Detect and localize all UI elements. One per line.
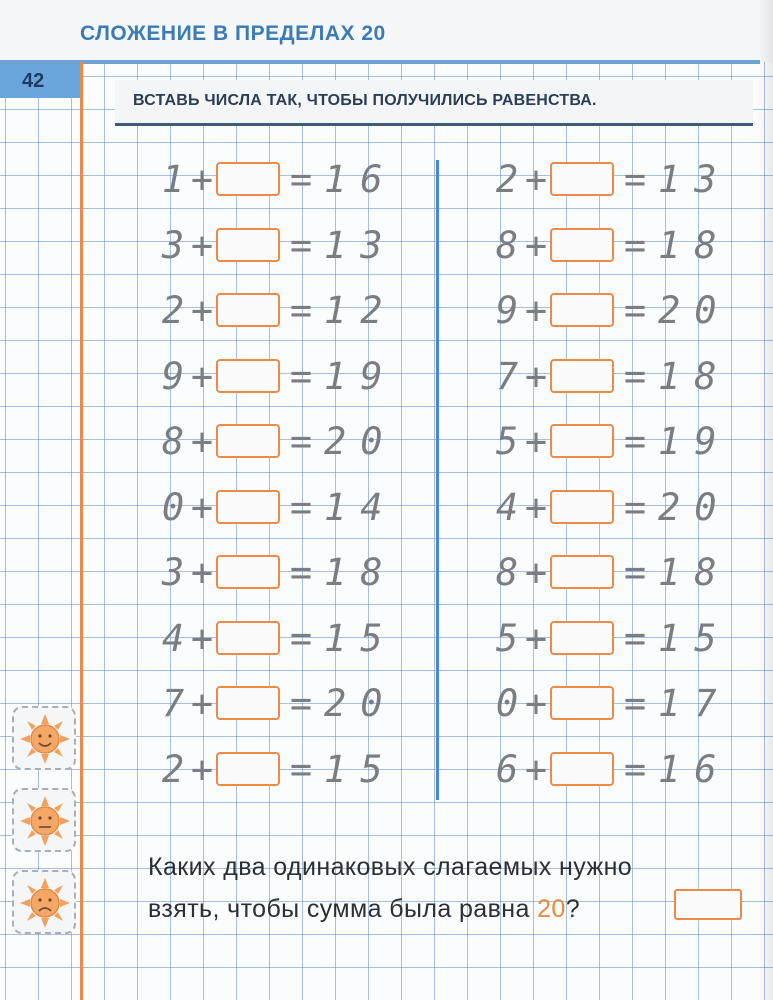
missing-number-box[interactable] <box>216 162 280 196</box>
first-addend: 2 <box>161 747 185 791</box>
instruction-banner <box>115 80 753 126</box>
plus-sign: + <box>524 682 548 725</box>
question-number: 20 <box>537 895 566 923</box>
plus-sign: + <box>524 551 548 594</box>
equals-sign: = <box>289 682 313 725</box>
equals-sign: = <box>623 420 647 463</box>
equation-row <box>158 682 398 726</box>
missing-number-box[interactable] <box>550 490 614 524</box>
equation-row <box>158 486 398 530</box>
missing-number-box[interactable] <box>216 424 280 458</box>
first-addend: 4 <box>161 616 185 660</box>
plus-sign: + <box>190 551 214 594</box>
equation-row <box>158 617 398 661</box>
sad-sun-icon <box>18 876 72 930</box>
missing-number-box[interactable] <box>216 228 280 262</box>
equals-sign: = <box>623 289 647 332</box>
plus-sign: + <box>190 682 214 725</box>
plus-sign: + <box>190 158 214 201</box>
equation-row <box>492 748 732 792</box>
equals-sign: = <box>623 551 647 594</box>
first-addend: 0 <box>161 485 185 529</box>
question-mark: ? <box>565 895 581 923</box>
self-assessment-sad[interactable] <box>12 870 76 934</box>
sum-result: 20 <box>324 682 397 725</box>
header-rule <box>0 60 760 64</box>
equation-row <box>158 551 398 595</box>
sum-result: 16 <box>658 747 731 791</box>
first-addend: 9 <box>161 354 185 398</box>
equation-row <box>158 158 398 202</box>
missing-number-box[interactable] <box>550 621 614 655</box>
equals-sign: = <box>289 551 313 594</box>
equation-row <box>158 355 398 399</box>
sum-result: 14 <box>324 485 397 529</box>
missing-number-box[interactable] <box>550 555 614 589</box>
plus-sign: + <box>190 485 214 529</box>
missing-number-box[interactable] <box>216 293 280 327</box>
equation-row <box>492 617 732 661</box>
first-addend: 3 <box>161 551 185 594</box>
missing-number-box[interactable] <box>216 752 280 786</box>
self-assessment-smiling[interactable] <box>12 706 76 770</box>
plus-sign: + <box>190 289 214 332</box>
sum-result: 13 <box>658 158 731 201</box>
equals-sign: = <box>623 616 647 660</box>
smiling-sun-icon <box>18 712 72 766</box>
equation-row <box>158 420 398 464</box>
first-addend: 7 <box>161 682 185 725</box>
equation-row <box>492 224 732 268</box>
first-addend: 6 <box>495 747 519 791</box>
sum-result: 17 <box>658 682 731 725</box>
sum-result: 19 <box>324 354 397 398</box>
plus-sign: + <box>524 158 548 201</box>
sum-result: 15 <box>658 616 731 660</box>
plus-sign: + <box>190 420 214 463</box>
equals-sign: = <box>623 485 647 529</box>
plus-sign: + <box>190 223 214 267</box>
page-number: 42 <box>0 64 80 98</box>
plus-sign: + <box>524 289 548 332</box>
sum-result: 19 <box>658 420 731 463</box>
equation-row <box>158 748 398 792</box>
equals-sign: = <box>289 289 313 332</box>
plus-sign: + <box>524 420 548 463</box>
sum-result: 13 <box>324 223 397 267</box>
missing-number-box[interactable] <box>216 555 280 589</box>
first-addend: 8 <box>495 551 519 594</box>
answer-input-box[interactable] <box>674 889 742 920</box>
missing-number-box[interactable] <box>216 686 280 720</box>
equation-row <box>158 289 398 333</box>
equals-sign: = <box>289 616 313 660</box>
first-addend: 4 <box>495 485 519 529</box>
equals-sign: = <box>623 354 647 398</box>
sum-result: 20 <box>658 289 731 332</box>
equals-sign: = <box>623 223 647 267</box>
plus-sign: + <box>524 485 548 529</box>
equation-row <box>492 289 732 333</box>
plus-sign: + <box>524 747 548 791</box>
plus-sign: + <box>190 616 214 660</box>
equation-row <box>492 551 732 595</box>
missing-number-box[interactable] <box>550 686 614 720</box>
first-addend: 5 <box>495 616 519 660</box>
equals-sign: = <box>289 485 313 529</box>
plus-sign: + <box>524 616 548 660</box>
sum-result: 16 <box>324 158 397 201</box>
equation-row <box>492 355 732 399</box>
missing-number-box[interactable] <box>550 293 614 327</box>
sum-result: 18 <box>658 354 731 398</box>
first-addend: 2 <box>495 158 519 201</box>
sum-result: 15 <box>324 616 397 660</box>
missing-number-box[interactable] <box>216 490 280 524</box>
margin-line <box>80 62 83 1000</box>
first-addend: 3 <box>161 223 185 267</box>
equals-sign: = <box>623 682 647 725</box>
equals-sign: = <box>289 747 313 791</box>
neutral-sun-icon <box>18 794 72 848</box>
equation-row <box>492 158 732 202</box>
first-addend: 8 <box>161 420 185 463</box>
question-line-2: взять, чтобы сумма была равна <box>148 895 538 923</box>
column-divider <box>436 160 439 800</box>
sum-result: 20 <box>658 485 731 529</box>
sum-result: 18 <box>658 223 731 267</box>
first-addend: 2 <box>161 289 185 332</box>
equals-sign: = <box>289 354 313 398</box>
first-addend: 7 <box>495 354 519 398</box>
equals-sign: = <box>289 420 313 463</box>
sum-result: 18 <box>658 551 731 594</box>
sum-result: 18 <box>324 551 397 594</box>
equation-row <box>158 224 398 268</box>
equation-row <box>492 420 732 464</box>
equals-sign: = <box>289 158 313 201</box>
missing-number-box[interactable] <box>550 424 614 458</box>
first-addend: 0 <box>495 682 519 725</box>
missing-number-box[interactable] <box>550 752 614 786</box>
question-text <box>148 846 748 930</box>
equals-sign: = <box>623 747 647 791</box>
chapter-title: СЛОЖЕНИЕ В ПРЕДЕЛАХ 20 <box>80 22 386 45</box>
equation-row <box>492 682 732 726</box>
instruction-text: ВСТАВЬ ЧИСЛА ТАК, ЧТОБЫ ПОЛУЧИЛИСЬ РАВЕНСТВА. <box>133 92 597 109</box>
missing-number-box[interactable] <box>550 162 614 196</box>
sum-result: 15 <box>324 747 397 791</box>
missing-number-box[interactable] <box>216 359 280 393</box>
question-line-1: Каких два одинаковых слагаемых нужно <box>148 853 633 881</box>
plus-sign: + <box>524 354 548 398</box>
first-addend: 1 <box>161 158 185 201</box>
plus-sign: + <box>524 223 548 267</box>
missing-number-box[interactable] <box>550 228 614 262</box>
page-edge-shadow <box>759 0 773 1000</box>
missing-number-box[interactable] <box>550 359 614 393</box>
equation-row <box>492 486 732 530</box>
first-addend: 5 <box>495 420 519 463</box>
sum-result: 20 <box>324 420 397 463</box>
self-assessment-neutral[interactable] <box>12 788 76 852</box>
equals-sign: = <box>289 223 313 267</box>
plus-sign: + <box>190 354 214 398</box>
first-addend: 9 <box>495 289 519 332</box>
sum-result: 12 <box>324 289 397 332</box>
first-addend: 8 <box>495 223 519 267</box>
equals-sign: = <box>623 158 647 201</box>
plus-sign: + <box>190 747 214 791</box>
missing-number-box[interactable] <box>216 621 280 655</box>
